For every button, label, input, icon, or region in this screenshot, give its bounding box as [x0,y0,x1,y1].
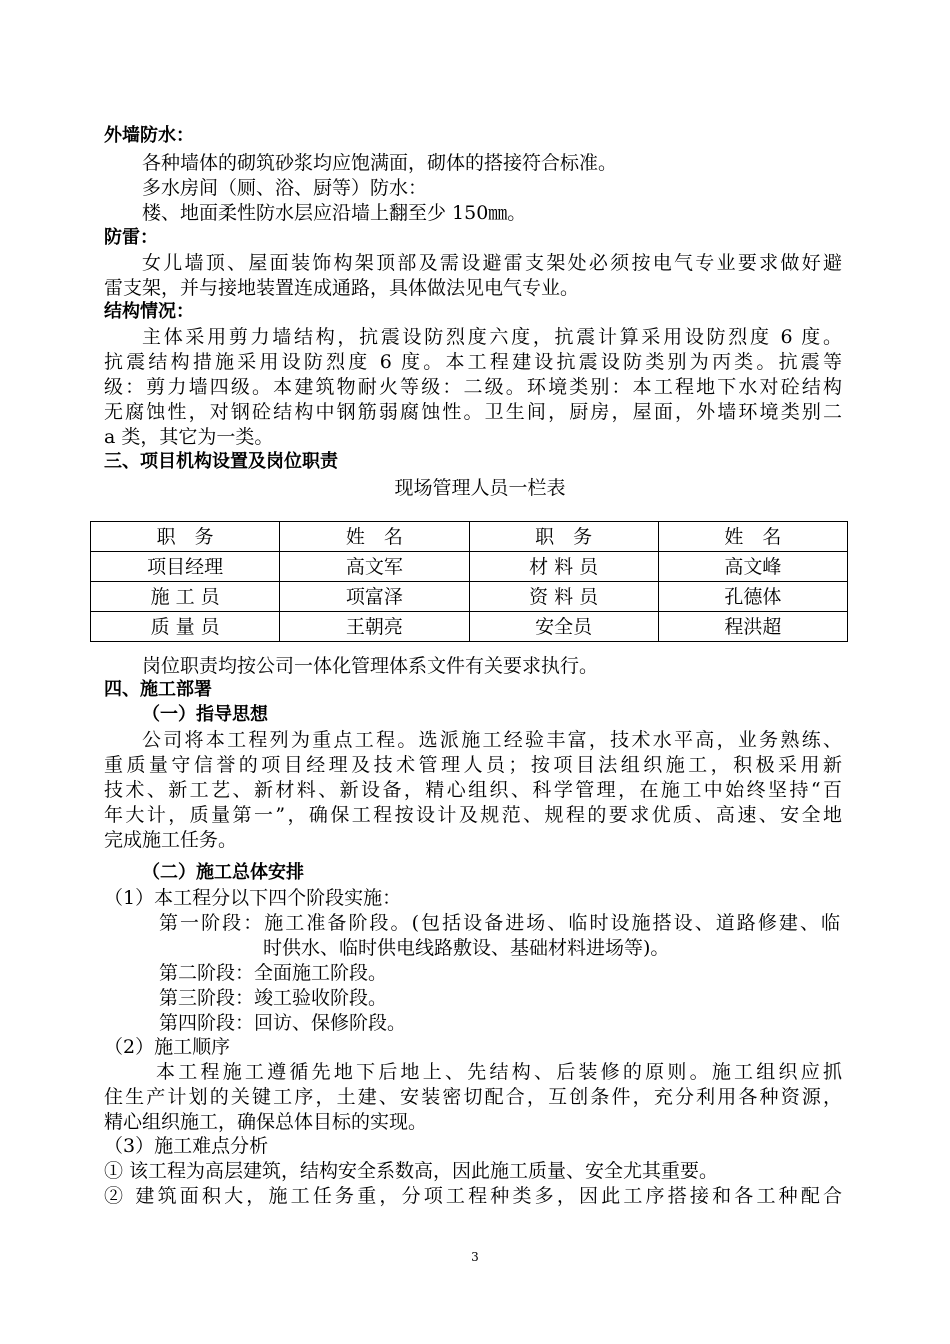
paragraph-line: 抗震结构措施采用设防烈度 6 度。本工程建设抗震设防类别为丙类。抗震等 [104,351,842,373]
section-heading-3: 三、项目机构设置及岗位职责 [104,451,338,472]
table-cell: 高文峰 [658,552,847,582]
paragraph-line: 女儿墙顶、屋面装饰构架顶部及需设避雷支架处必须按电气专业要求做好避 [142,252,842,274]
table-title: 现场管理人员一栏表 [394,477,566,499]
list-title: （2）施工顺序 [104,1036,231,1058]
section-heading-wall-waterproof: 外墙防水： [104,125,194,146]
table-cell: 材 料 员 [469,552,658,582]
table-cell: 程洪超 [658,612,847,642]
table-header-cell: 职 务 [469,522,658,552]
table-header-row [91,522,848,552]
paragraph-line: 重质量守信誉的项目经理及技术管理人员；按项目法组织施工，积极采用新 [104,754,842,776]
table-cell: 高文军 [280,552,469,582]
paragraph-line: 主体采用剪力墙结构，抗震设防烈度六度，抗震计算采用设防烈度 6 度。 [142,326,842,348]
paragraph-line: 多水房间（厕、浴、厨等）防水： [142,177,428,199]
paragraph-line: 公司将本工程列为重点工程。选派施工经验丰富，技术水平高，业务熟练、 [142,729,842,751]
table-cell: 项富泽 [280,582,469,612]
staff-table [90,521,848,642]
stage-line: 第三阶段：竣工验收阶段。 [159,987,388,1009]
table-header-cell: 姓 名 [658,522,847,552]
paragraph-line: 年大计，质量第一”，确保工程按设计及规范、规程的要求优质、高速、安全地 [104,804,842,826]
section-heading-structure: 结构情况： [104,301,194,322]
stage-line: 第二阶段：全面施工阶段。 [159,962,388,984]
table-row [91,582,848,612]
stage-line: 第四阶段：回访、保修阶段。 [159,1012,407,1034]
subsection-heading-guiding: （一）指导思想 [142,704,268,725]
page-number: 3 [471,1250,479,1264]
table-cell: 安全员 [469,612,658,642]
paragraph-line: 雷支架，并与接地装置连成通路，具体做法见电气专业。 [104,277,580,299]
paragraph-line: 完成施工任务。 [104,829,238,851]
table-cell: 王朝亮 [280,612,469,642]
table-row [91,612,848,642]
paragraph-line: a 类，其它为一类。 [104,426,274,448]
table-cell: 孔德体 [658,582,847,612]
list-item: ② 建筑面积大，施工任务重，分项工程种类多，因此工序搭接和各工种配合 [104,1185,842,1207]
paragraph-line: 各种墙体的砌筑砂浆均应饱满面，砌体的搭接符合标准。 [142,152,618,174]
subsection-heading-arrangement: （二）施工总体安排 [142,862,304,883]
paragraph-line: 楼、地面柔性防水层应沿墙上翻至少 150㎜。 [142,202,527,224]
list-title: （3）施工难点分析 [104,1135,269,1157]
paragraph-line: 住生产计划的关键工序，土建、安装密切配合，互创条件，充分利用各种资源， [104,1086,842,1108]
table-note: 岗位职责均按公司一体化管理体系文件有关要求执行。 [142,655,599,677]
table-header-cell: 职 务 [91,522,280,552]
table-cell: 施 工 员 [91,582,280,612]
paragraph-line: 精心组织施工，确保总体目标的实现。 [104,1111,428,1133]
list-title: （1）本工程分以下四个阶段实施： [104,887,402,909]
table-row [91,552,848,582]
section-heading-lightning: 防雷： [104,227,158,248]
paragraph-line: 技术、新工艺、新材料、新设备，精心组织、科学管理，在施工中始终坚持“百 [104,779,842,801]
paragraph-line: 级：剪力墙四级。本建筑物耐火等级：二级。环境类别：本工程地下水对砼结构 [104,376,842,398]
stage-line: 第一阶段：施工准备阶段。(包括设备进场、临时设施搭设、道路修建、临 [159,912,840,934]
paragraph-line: 本工程施工遵循先地下后地上、先结构、后装修的原则。施工组织应抓 [156,1061,842,1083]
section-heading-4: 四、施工部署 [104,679,212,700]
table-cell: 资 料 员 [469,582,658,612]
stage-line: 时供水、临时供电线路敷设、基础材料进场等)。 [263,937,670,959]
table-cell: 项目经理 [91,552,280,582]
table-cell: 质 量 员 [91,612,280,642]
list-item: ① 该工程为高层建筑，结构安全系数高，因此施工质量、安全尤其重要。 [104,1160,719,1182]
paragraph-line: 无腐蚀性，对钢砼结构中钢筋弱腐蚀性。卫生间，厨房，屋面，外墙环境类别二 [104,401,842,423]
table-header-cell: 姓 名 [280,522,469,552]
